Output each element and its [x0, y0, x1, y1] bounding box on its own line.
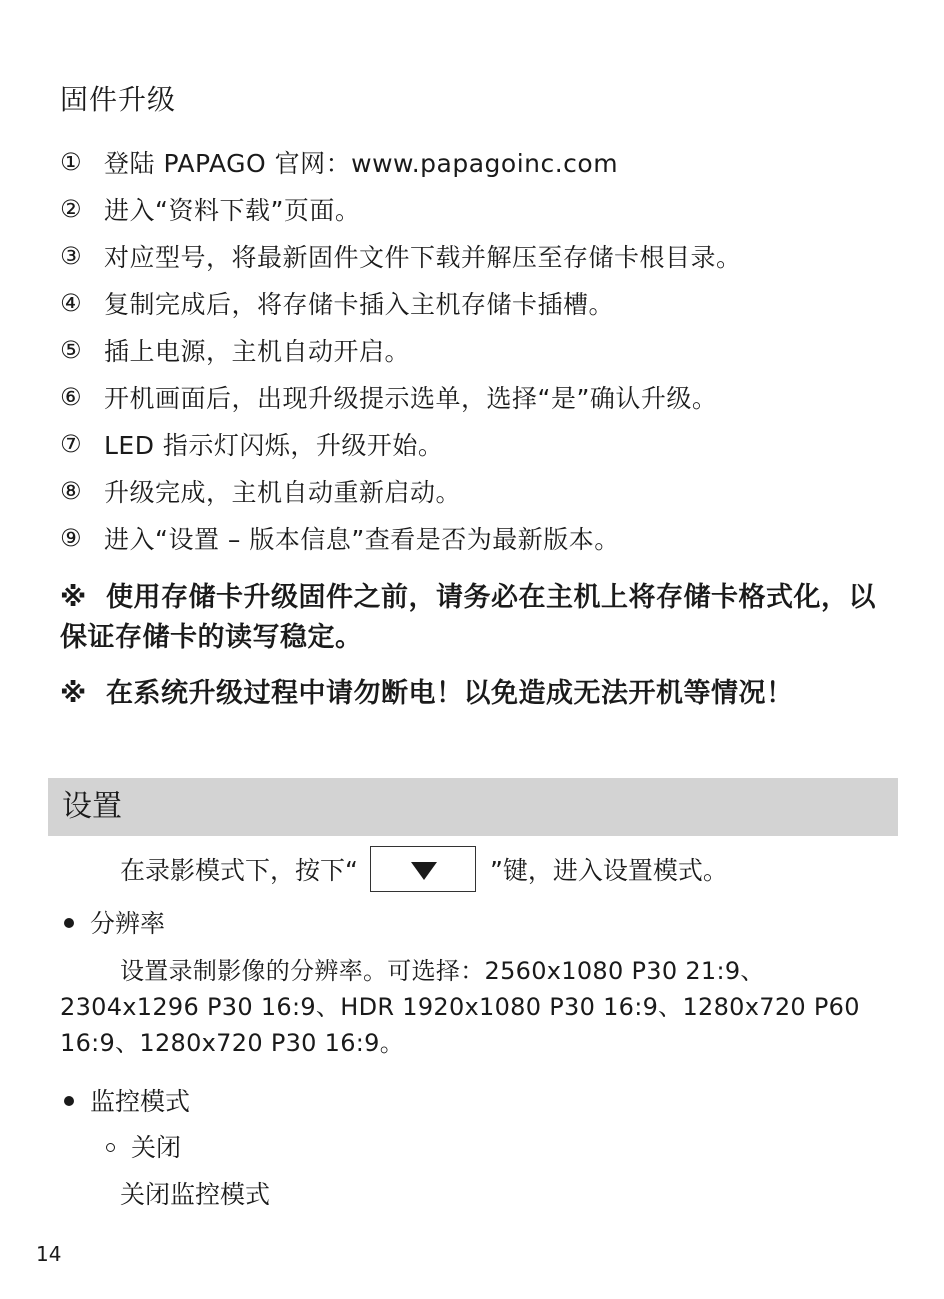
- monitor-mode-bullet: [60, 1084, 190, 1120]
- warning-text: 使用存储卡升级固件之前，请务必在主机上将存储卡格式化，以保证存储卡的读写稳定。: [60, 582, 876, 653]
- step-item: [60, 467, 920, 514]
- step-text: 复制完成后，将存储卡插入主机存储卡插槽。: [104, 289, 615, 319]
- step-number: ②: [60, 194, 82, 223]
- step-text: LED 指示灯闪烁，升级开始。: [104, 430, 444, 460]
- down-triangle-icon: [411, 862, 437, 880]
- step-number: ⑨: [60, 523, 82, 552]
- step-number: ⑧: [60, 476, 82, 505]
- settings-intro: [120, 845, 728, 893]
- step-item: [60, 185, 920, 232]
- step-number: ④: [60, 288, 82, 317]
- reference-mark-icon: ※: [60, 678, 87, 709]
- step-number: ⑥: [60, 382, 82, 411]
- warning-note: [60, 578, 890, 658]
- resolution-description: [60, 953, 900, 1061]
- step-text: 开机画面后，出现升级提示选单，选择“是”确认升级。: [104, 383, 718, 413]
- intro-text-before: 在录影模式下，按下“: [120, 856, 358, 885]
- monitor-off-option: [104, 1130, 181, 1166]
- firmware-steps-list: [60, 138, 920, 561]
- firmware-upgrade-title: 固件升级: [60, 83, 177, 116]
- step-item: [60, 232, 920, 279]
- resolution-label: 分辨率: [90, 909, 166, 938]
- step-text: 进入“资料下载”页面。: [104, 195, 361, 225]
- step-text: 对应型号，将最新固件文件下载并解压至存储卡根目录。: [104, 242, 742, 272]
- page-number: 14: [36, 1242, 62, 1266]
- step-number: ⑤: [60, 335, 82, 364]
- step-text: 进入“设置 – 版本信息”查看是否为最新版本。: [104, 524, 620, 554]
- bullet-dot-icon: [64, 1096, 74, 1106]
- warning-text: 在系统升级过程中请勿断电！以免造成无法开机等情况！: [106, 678, 794, 709]
- monitor-off-label: 关闭: [131, 1133, 182, 1162]
- step-number: ③: [60, 241, 82, 270]
- intro-text-after: ”键，进入设置模式。: [489, 856, 728, 885]
- warning-note: [60, 674, 890, 714]
- step-item: [60, 514, 920, 561]
- step-item: [60, 420, 920, 467]
- step-number: ①: [60, 147, 82, 176]
- step-item: [60, 279, 920, 326]
- step-item: [60, 373, 920, 420]
- hollow-bullet-icon: [106, 1143, 115, 1152]
- step-item: [60, 138, 920, 185]
- step-item: [60, 326, 920, 373]
- step-number: ⑦: [60, 429, 82, 458]
- resolution-bullet: [60, 906, 165, 942]
- resolution-description-text: 设置录制影像的分辨率。可选择：2560x1080 P30 21:9、2304x1296 P30 16:9、HDR 1920x1080 P30 16:9、1280x720 P60 16:9、1280x720 P30 16:9。: [60, 957, 860, 1057]
- step-text: 登陆 PAPAGO 官网：www.papagoinc.com: [104, 148, 619, 178]
- monitor-mode-label: 监控模式: [90, 1087, 191, 1116]
- step-text: 插上电源，主机自动开启。: [104, 336, 411, 366]
- reference-mark-icon: ※: [60, 582, 87, 613]
- settings-title: 设置: [62, 789, 122, 824]
- bullet-dot-icon: [64, 918, 74, 928]
- step-text: 升级完成，主机自动重新启动。: [104, 477, 462, 507]
- down-key-icon: [370, 846, 476, 892]
- settings-section-header: [48, 778, 898, 836]
- monitor-off-description: 关闭监控模式: [120, 1180, 271, 1209]
